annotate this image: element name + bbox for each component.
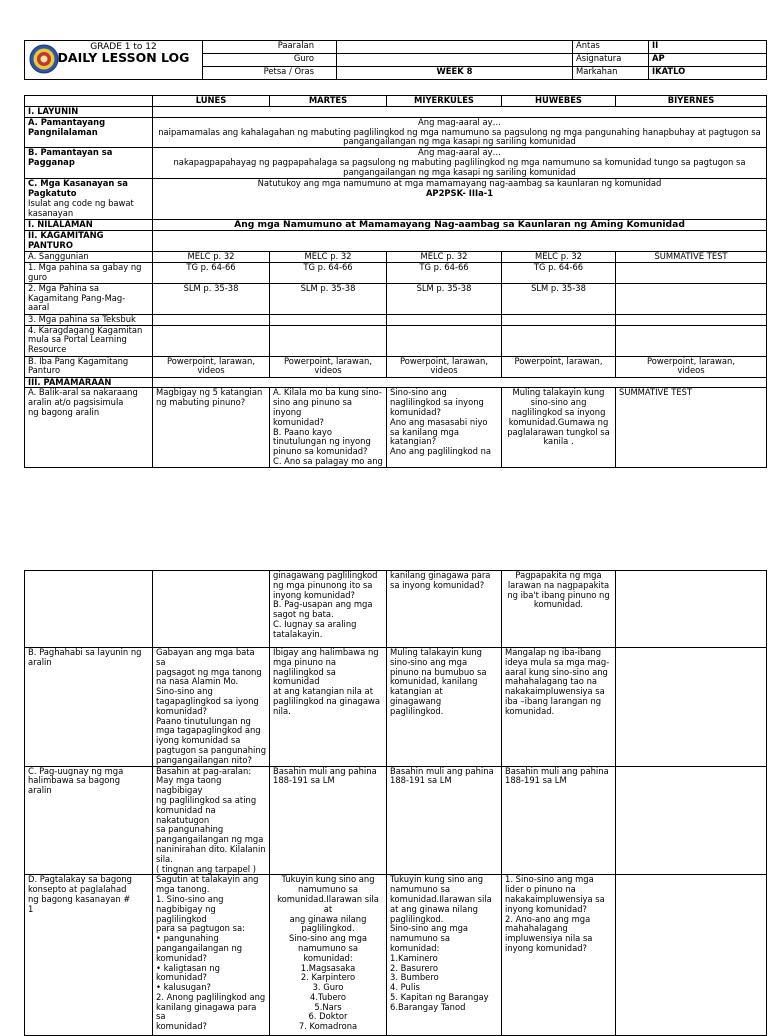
pag-uugnay-martes: Basahin muli ang pahina 188-191 sa LM (270, 766, 387, 875)
grade-range: GRADE 1 to 12 (90, 42, 157, 52)
pagtalakay-biyernes (616, 875, 767, 1036)
petsa-label: Petsa / Oras (203, 67, 337, 80)
kagamitang-panturo-label: II. KAGAMITANG PANTURO (25, 230, 153, 251)
day-header-lunes: LUNES (153, 96, 270, 107)
slm-martes: SLM p. 35-38 (270, 283, 387, 314)
karagdagan-miyerkules (387, 325, 502, 356)
pamantayan-pagganap-label: B. Pamantayan sa Pagganap (25, 148, 153, 179)
paghahabi-martes: Ibigay ang halimbawa ng mga pinuno na naglilingkod sa komunidad at ang katangian nila at paglilingkod na ginagawa nila. (270, 648, 387, 767)
teksbuk-biyernes (616, 314, 767, 325)
pag-uugnay-label: C. Pag-uugnay ng mga halimbawa sa bagong aralin (25, 766, 153, 875)
gabay-lunes: TG p. 64-66 (153, 262, 270, 283)
pagtalakay-martes: Tukuyin kung sino ang namumuno sa komunidad.Ilarawan sila at ang ginawa nilang paglilingkod. Sino-sino ang mga namumuno sa komunidad: 1.Magsasaka 2. Karpintero 3. Guro 4.Tubero 5.Nars 6. Doktor 7. Komadrona (270, 875, 387, 1036)
kasanayan-sub: Isulat ang code ng bawat kasanayan (28, 197, 134, 218)
log-title: DAILY LESSON LOG (57, 49, 190, 65)
slm-huwebes: SLM p. 35-38 (502, 283, 616, 314)
karagdagan-biyernes (616, 325, 767, 356)
balik-martes: A. Kilala mo ba kung sino- sino ang pinuno sa inyong komunidad? B. Paano kayo tinutulungan ng inyong pinuno sa komunidad? C. Ano sa palagay mo ang (270, 388, 387, 467)
page1-block (24, 95, 766, 468)
day-header-huwebes: HUWEBES (502, 96, 616, 107)
kasanayan-cell (153, 179, 767, 220)
gabay-biyernes (616, 262, 767, 283)
pamantayang-pangnilalaman-label: A. Pamantayang Pangnilalaman (25, 117, 153, 147)
lesson-table-page2 (24, 570, 767, 1036)
antas-value: II (649, 41, 767, 54)
page2-block (24, 570, 766, 1036)
balik-biyernes: SUMMATIVE TEST (616, 388, 767, 467)
paghahabi-biyernes (616, 648, 767, 767)
balik-aral-label: A. Balik-aral sa nakaraang aralin at/o pagsisimula ng bagong aralin (25, 388, 153, 467)
slm-biyernes (616, 283, 767, 314)
day-header-martes: MARTES (270, 96, 387, 107)
balik-lunes: Magbigay ng 5 katangian ng mabuting pinuno? (153, 388, 270, 467)
pamamaraan-blank (153, 377, 767, 388)
cont-lunes (153, 571, 270, 648)
paghahabi-label: B. Paghahabi sa layunin ng aralin (25, 648, 153, 767)
iba-biyernes: Powerpoint, larawan, videos (616, 356, 767, 377)
corner-cell (25, 96, 153, 107)
teksbuk-lunes (153, 314, 270, 325)
kasanayan-code: AP2PSK- IIIa-1 (425, 187, 494, 198)
iba-lunes: Powerpoint, larawan, videos (153, 356, 270, 377)
gabay-guro-label: 1. Mga pahina sa gabay ng guro (25, 262, 153, 283)
cont-martes: ginagawang paglilingkod ng mga pinunong ito sa inyong komunidad? B. Pag-usapan ang mga sagot ng bata. C. Iugnay sa araling tatalakayin. (270, 571, 387, 648)
asignatura-value: AP (649, 54, 767, 67)
iba-pang-kagamitan-label: B. Iba Pang Kagamitang Panturo (25, 356, 153, 377)
kasanayan-label-cell (25, 179, 153, 220)
pagtalakay-huwebes: 1. Sino-sino ang mga lider o pinuno na nakakaimpluwensiya sa inyong komunidad? 2. Ano-ano ang mga mahahalagang impluwensiya nila sa inyong komunidad? (502, 875, 616, 1036)
paghahabi-huwebes: Mangalap ng iba-ibang ideya mula sa mga mag- aaral kung sino-sino ang mahahalagang tao na nakakaimpluwensiya sa iba –ibang larangan ng komunidad. (502, 648, 616, 767)
kagamitang-mag-aaral-label: 2. Mga Pahina sa Kagamitang Pang-Mag- aaral (25, 283, 153, 314)
antas-label: Antas (573, 41, 649, 54)
pag-uugnay-biyernes (616, 766, 767, 875)
pagtalakay-lunes: Sagutin at talakayin ang mga tanong. 1. Sino-sino ang nagbibigay ng paglilingkod para sa pagtugon sa: • pangunahing pangangailangan ng komunidad? • kaligtasan ng komunidad? • kalusugan? 2. Anong paglilingkod ang kanilang ginagawa para sa komunidad? (153, 875, 270, 1036)
teksbuk-huwebes (502, 314, 616, 325)
nilalaman-label: I. NILALAMAN (25, 220, 153, 231)
pag-uugnay-lunes: Basahin at pag-aralan: May mga taong nagbibigay ng paglilingkod sa ating komunidad na nakatutugon sa pangunahing pangangailangan ng mga naninirahan dito. Kilalanin sila. ( tingnan ang tarpapel ) (153, 766, 270, 875)
markahan-value: IKATLO (649, 67, 767, 80)
pag-uugnay-miyerkules: Basahin muli ang pahina 188-191 sa LM (387, 766, 502, 875)
iba-huwebes: Powerpoint, larawan, (502, 356, 616, 377)
balik-huwebes: Muling talakayin kung sino-sino ang naglilingkod sa inyong komunidad.Gumawa ng paglalarawan tungkol sa kanila . (502, 388, 616, 467)
layunin-heading: I. LAYUNIN (25, 107, 153, 118)
sanggunian-label: A. Sanggunian (25, 251, 153, 262)
guro-label: Guro (203, 54, 337, 67)
nilalaman-text: Ang mga Namumuno at Mamamayang Nag-aambag sa Kaunlaran ng Aming Komunidad (153, 220, 767, 231)
karagdagan-martes (270, 325, 387, 356)
pamantayang-pangnilalaman-text: Ang mag-aaral ay… naipamamalas ang kahalagahan ng mabuting paglilingkod ng mga namumuno sa pagsulong ng mga pangunahing hanapbuhay at pagtugon sa pangangailangan ng mga kasapi ng sariling komunidad (153, 117, 767, 147)
kagamitang-panturo-blank (153, 230, 767, 251)
balik-miyerkules: Sino-sino ang naglilingkod sa inyong komunidad? Ano ang masasabi niyo sa kanilang mga katangian? Ano ang paglilingkod na (387, 388, 502, 467)
sanggunian-huwebes: MELC p. 32 (502, 251, 616, 262)
paaralan-label: Paaralan (203, 41, 337, 54)
lesson-table-page1 (24, 95, 767, 468)
header-table (24, 40, 767, 80)
slm-lunes: SLM p. 35-38 (153, 283, 270, 314)
deped-seal-logo (29, 44, 59, 74)
sanggunian-lunes: MELC p. 32 (153, 251, 270, 262)
teksbuk-label: 3. Mga pahina sa Teksbuk (25, 314, 153, 325)
cont-miyerkules: kanilang ginagawa para sa inyong komunidad? (387, 571, 502, 648)
sanggunian-martes: MELC p. 32 (270, 251, 387, 262)
karagdagang-kagamitan-label: 4. Karagdagang Kagamitan mula sa Portal Learning Resource (25, 325, 153, 356)
cont-label (25, 571, 153, 648)
kasanayan-label: C. Mga Kasanayan sa Pagkatuto (28, 178, 128, 198)
pagtalakay-miyerkules: Tukuyin kung sino ang namumuno sa komunidad.Ilarawan sila at ang ginawa nilang paglilingkod. Sino-sino ang mga namumuno sa komunidad: 1.Kaminero 2. Basurero 3. Bumbero 4. Pulis 5. Kapitan ng Barangay 6.Barangay Tanod (387, 875, 502, 1036)
slm-miyerkules: SLM p. 35-38 (387, 283, 502, 314)
layunin-blank (153, 107, 767, 118)
teksbuk-martes (270, 314, 387, 325)
gabay-miyerkules: TG p. 64-66 (387, 262, 502, 283)
kasanayan-text: Natutukoy ang mga namumuno at mga mamamayang nag-aambag sa kaunlaran ng komunidad (257, 178, 662, 189)
sanggunian-miyerkules: MELC p. 32 (387, 251, 502, 262)
header-block (24, 40, 766, 80)
guro-value (337, 54, 573, 67)
iba-martes: Powerpoint, larawan, videos (270, 356, 387, 377)
sanggunian-biyernes: SUMMATIVE TEST (616, 251, 767, 262)
day-header-biyernes: BIYERNES (616, 96, 767, 107)
day-header-miyerkules: MIYERKULES (387, 96, 502, 107)
pamantayan-pagganap-text: Ang mag-aaral ay… nakapagpapahayag ng pagpapahalaga sa pagsulong ng mabuting paglilingkod ng mga namumuno sa komunidad tungo sa pagtugon sa pangangailangan ng mga kasapi ng sariling komunidad (153, 148, 767, 179)
karagdagan-lunes (153, 325, 270, 356)
paaralan-value (337, 41, 573, 54)
header-title-cell (25, 41, 203, 80)
gabay-martes: TG p. 64-66 (270, 262, 387, 283)
iba-miyerkules: Powerpoint, larawan, videos (387, 356, 502, 377)
asignatura-label: Asignatura (573, 54, 649, 67)
pagtalakay-label: D. Pagtalakay sa bagong konsepto at paglalahad ng bagong kasanayan # 1 (25, 875, 153, 1036)
paghahabi-miyerkules: Muling talakayin kung sino-sino ang mga pinuno na bumubuo sa komunidad, kanilang katangian at ginagawang paglilingkod. (387, 648, 502, 767)
gabay-huwebes: TG p. 64-66 (502, 262, 616, 283)
cont-biyernes (616, 571, 767, 648)
paghahabi-lunes: Gabayan ang mga bata sa pagsagot ng mga tanong na nasa Alamin Mo. Sino-sino ang tagapaglingkod sa iyong komunidad? Paano tinutulungan ng mga tagapaglingkod ang iyong komunidad sa pagtugon sa pangunahing pangangailangan nito? (153, 648, 270, 767)
teksbuk-miyerkules (387, 314, 502, 325)
pag-uugnay-huwebes: Basahin muli ang pahina 188-191 sa LM (502, 766, 616, 875)
pamamaraan-label: III. PAMAMARAAN (25, 377, 153, 388)
karagdagan-huwebes (502, 325, 616, 356)
markahan-label: Markahan (573, 67, 649, 80)
week-value: WEEK 8 (337, 67, 573, 80)
cont-huwebes: Pagpapakita ng mga larawan na nagpapakita ng iba't ibang pinuno ng komunidad. (502, 571, 616, 648)
